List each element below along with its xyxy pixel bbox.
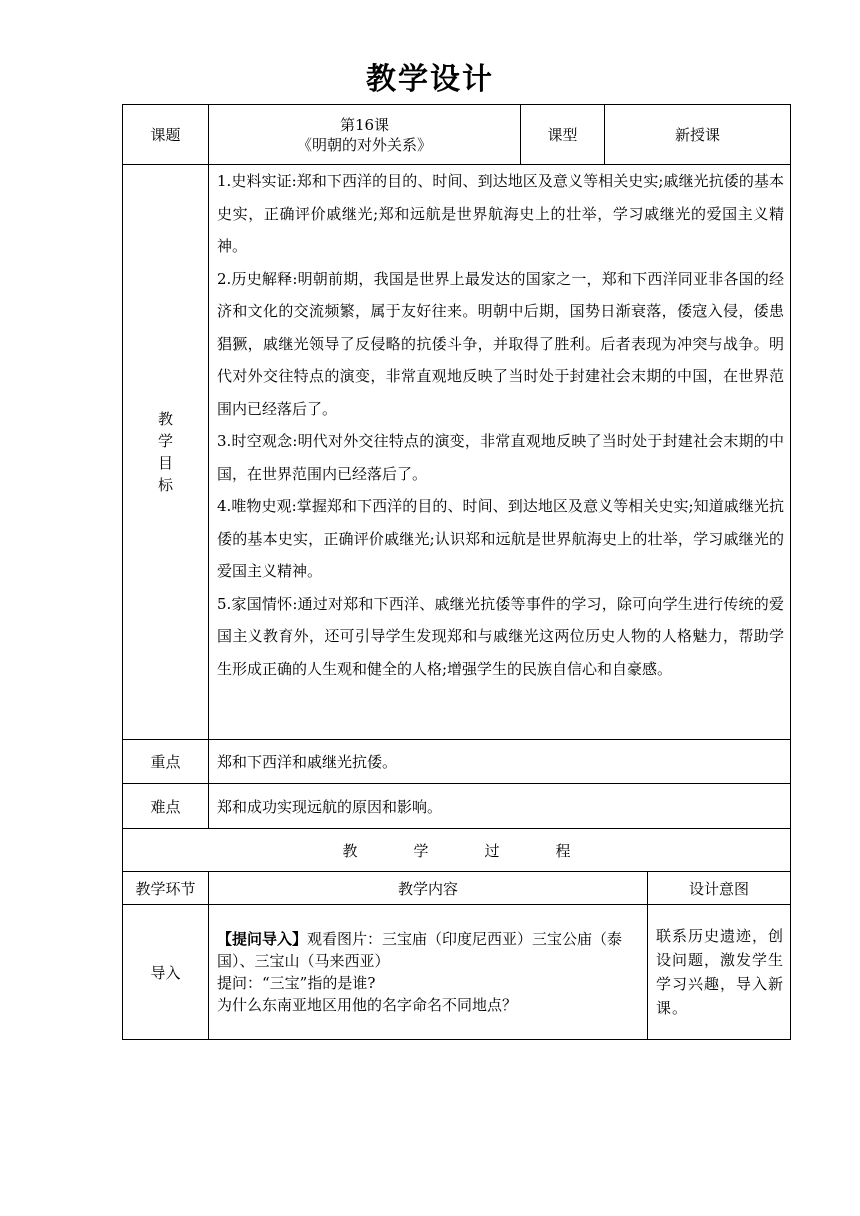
process-columns-row <box>123 872 791 905</box>
lesson-number: 第16课 <box>339 115 390 134</box>
process-heading-row <box>123 829 791 872</box>
content-tag: 【提问导入】 <box>217 930 308 948</box>
objectives-label-char: 目 <box>157 454 173 472</box>
objectives-label <box>123 165 209 740</box>
lesson-title-cell <box>209 105 521 165</box>
table-row <box>123 905 791 1040</box>
content-text: 观看图片：三宝庙（印度尼西亚）三宝公庙（泰国）、三宝山（马来西亚） <box>217 930 623 970</box>
objective-item: 1.史料实证:郑和下西洋的目的、时间、到达地区及意义等相关史实;戚继光抗倭的基本史实，正确评价戚继光;郑和远航是世界航海史上的壮举，学习戚继光的爱国主义精神。 <box>217 172 785 255</box>
difficulty-row <box>123 784 791 829</box>
objectives-label-char: 学 <box>157 432 173 450</box>
process-heading-char: 学 <box>413 841 429 860</box>
lesson-name: 《明朝的对外关系》 <box>296 135 432 154</box>
content-line: 提问：“三宝”指的是谁? <box>217 974 376 992</box>
key-point-row <box>123 740 791 784</box>
lesson-plan-table <box>122 104 791 1040</box>
objective-item: 4.唯物史观:掌握郑和下西洋的目的、时间、到达地区及意义等相关史实;知道戚继光抗倭的基本史实，正确评价戚继光;认识郑和远航是世界航海史上的壮举，学习戚继光的爱国主义精神。 <box>217 497 785 580</box>
content-line <box>217 928 641 972</box>
type-label: 课型 <box>521 105 605 165</box>
topic-label: 课题 <box>123 105 209 165</box>
key-point-label: 重点 <box>123 740 209 784</box>
process-heading-char: 教 <box>342 841 358 860</box>
process-heading <box>123 829 791 872</box>
objective-item: 2.历史解释:明朝前期，我国是世界上最发达的国家之一，郑和下西洋同亚非各国的经济和文化的交流频繁，属于友好往来。明朝中后期，国势日渐衰落，倭寇入侵，倭患猖獗，戚继光领导了反侵略的抗倭斗争，并取得了胜利。后者表现为冲突与战争。明代对外交往特点的演变，非常直观地反映了当时处于封建社会末期的中国，在世界范围内已经落后了。 <box>217 269 785 418</box>
stage-column-header: 教学环节 <box>123 872 209 905</box>
content-line: 为什么东南亚地区用他的名字命名不同地点？ <box>217 996 518 1014</box>
objective-item: 5.家国情怀:通过对郑和下西洋、戚继光抗倭等事件的学习，除可向学生进行传统的爱国主义教育外，还可引导学生发现郑和与戚继光这两位历史人物的人格魅力，帮助学生形成正确的人生观和健全的人格;增强学生的民族自信心和自豪感。 <box>217 594 785 678</box>
objectives-row <box>123 165 791 740</box>
content-column-header: 教学内容 <box>209 872 648 905</box>
process-heading-char: 过 <box>484 841 500 860</box>
process-heading-char: 程 <box>555 841 571 860</box>
type-value: 新授课 <box>605 105 791 165</box>
objectives-label-char: 教 <box>157 410 173 428</box>
difficulty-value: 郑和成功实现远航的原因和影响。 <box>209 784 791 829</box>
intent-column-header: 设计意图 <box>648 872 791 905</box>
objective-item: 3.时空观念:明代对外交往特点的演变，非常直观地反映了当时处于封建社会末期的中国，在世界范围内已经落后了。 <box>217 432 785 483</box>
key-point-value: 郑和下西洋和戚继光抗倭。 <box>209 740 791 784</box>
topic-row <box>123 105 791 165</box>
intent-cell: 联系历史遗迹，创设问题，激发学生学习兴趣，导入新课。 <box>648 905 791 1040</box>
document-title: 教学设计 <box>366 62 494 97</box>
stage-cell: 导入 <box>123 905 209 1040</box>
difficulty-label: 难点 <box>123 784 209 829</box>
objectives-label-char: 标 <box>157 476 173 494</box>
content-cell <box>209 905 648 1040</box>
objectives-content <box>209 165 791 740</box>
